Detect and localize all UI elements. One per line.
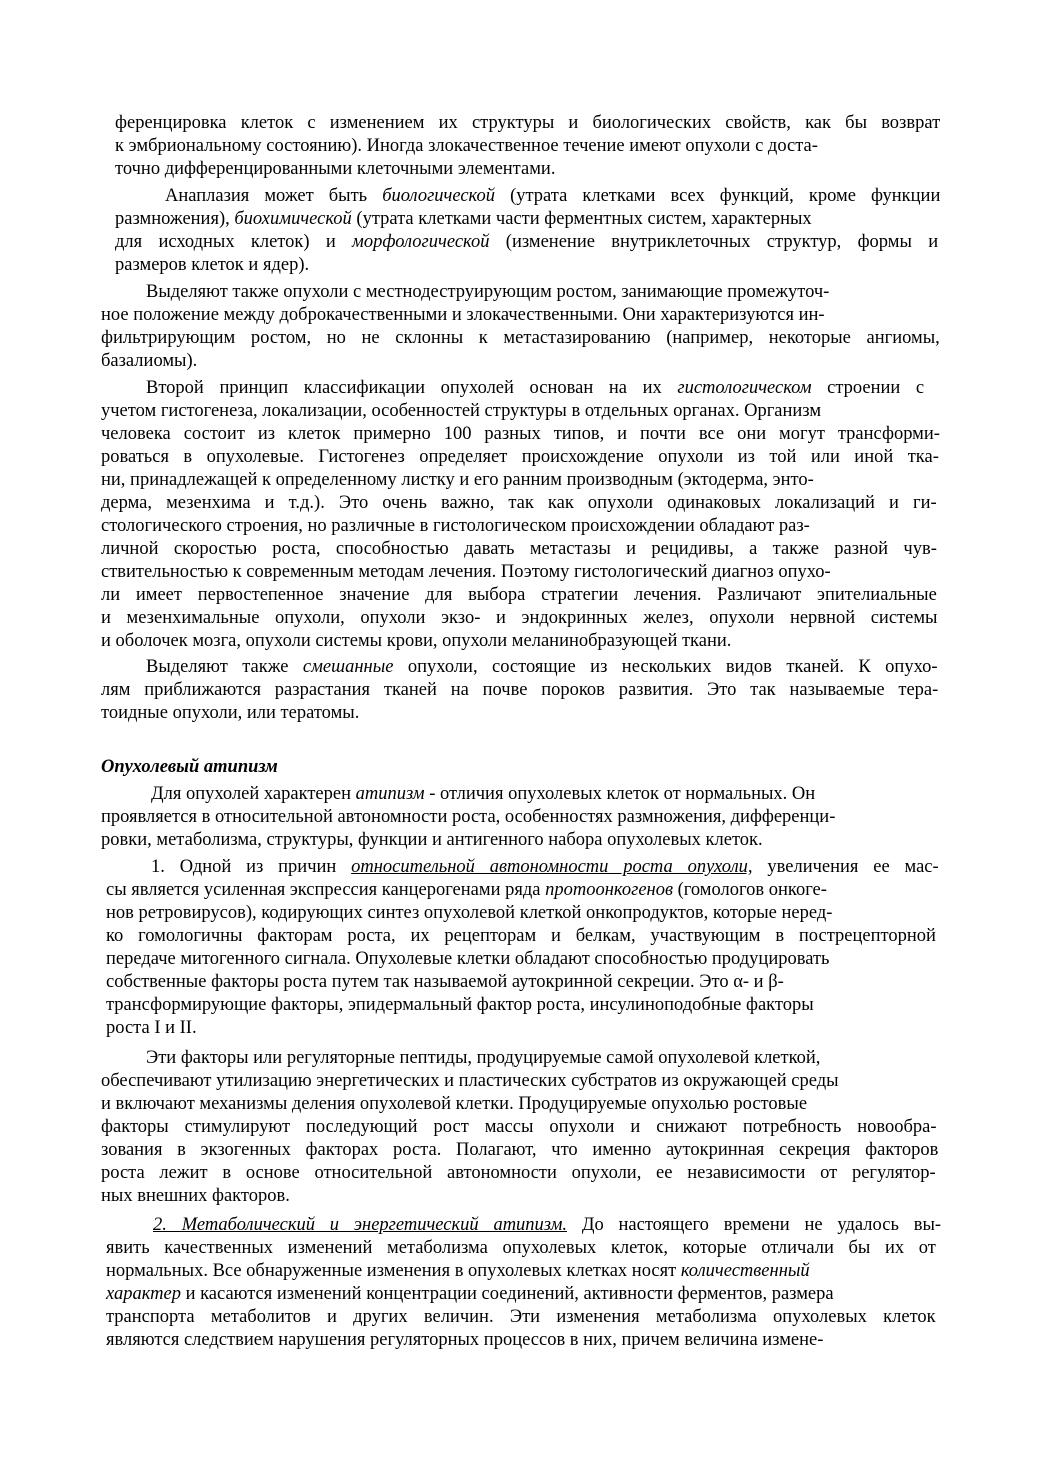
text-line xyxy=(101,445,939,469)
text-run: Эти факторы или регуляторные пептиды, продуцируемые самой опухолевой клеткой, xyxy=(146,1048,821,1068)
text-run: передаче митогенного сигнала. Опухолевые клетки обладают способностью продуцировать xyxy=(106,949,830,969)
text-run: к эмбриональному состоянию). Иногда злокачественное течение имеют опухоли с доста- xyxy=(115,136,818,156)
text-line xyxy=(165,184,940,208)
text-run: и включают механизмы деления опухолевой клетки. Продуцируемые опухолью ростовые xyxy=(101,1094,808,1114)
text-run: роваться в опухолевые. Гистогенез определяет происхождение опухоли из той или иной тка- xyxy=(101,447,939,467)
text-run: явить качественных изменений метаболизма опухолевых клеток, которые отличали бы их от xyxy=(106,1238,936,1258)
text-run: факторы стимулируют последующий рост массы опухоли и снижают потребность новообра- xyxy=(101,1117,937,1137)
italic-term: атипизм xyxy=(355,784,425,804)
text-line xyxy=(106,1236,936,1260)
underlined-italic-term: относительной автономности роста опухоли, xyxy=(351,857,753,877)
text-line xyxy=(101,755,278,779)
text-line xyxy=(153,1213,941,1237)
text-run: роста I и II. xyxy=(106,1018,197,1038)
text-run: точно дифференцированными клеточными элементами. xyxy=(115,159,556,179)
text-run: (утрата клетками всех функций, кроме функции xyxy=(495,186,941,206)
section-heading: Опухолевый атипизм xyxy=(101,757,278,777)
text-run: ко гомологичны факторам роста, их рецепторам и белкам, участвующим в пострецепторной xyxy=(106,926,936,946)
text-line xyxy=(106,1328,823,1352)
text-run: проявляется в относительной автономности роста, особенностях размножения, дифференци- xyxy=(101,807,836,827)
text-run: являются следствием нарушения регуляторных процессов в них, причем величина измене- xyxy=(106,1330,824,1350)
text-run: опухоли, состоящие из нескольких видов тканей. К опухо- xyxy=(393,657,938,677)
text-line xyxy=(106,901,832,925)
text-line xyxy=(101,1115,937,1139)
text-line xyxy=(101,491,937,515)
text-line xyxy=(101,560,831,584)
text-run: ствительностью к современным методам лечения. Поэтому гистологический диагноз опухо- xyxy=(101,562,831,582)
text-run: и касаются изменений концентрации соединений, активности ферментов, размера xyxy=(180,1284,834,1304)
text-run: стологического строения, но различные в гистологическом происхождении обладают раз- xyxy=(101,516,810,536)
text-line xyxy=(101,701,359,725)
text-run: и оболочек мозга, опухоли системы крови, опухоли меланинобразующей ткани. xyxy=(101,631,732,651)
text-line xyxy=(115,111,940,135)
italic-term: количественный xyxy=(680,1261,810,1281)
text-line xyxy=(115,230,938,254)
text-run: и мезенхимальные опухоли, опухоли экзо- и эндокринных желез, опухоли нервной системы xyxy=(101,608,938,628)
text-run: человека состоит из клеток примерно 100 разных типов, и почти все они могут трансформи- xyxy=(101,424,940,444)
text-run: (гомологов онкоге- xyxy=(673,880,827,900)
text-run: роста лежит в основе относительной автономности опухоли, ее независимости от регулятор- xyxy=(101,1163,936,1183)
text-run: строении с xyxy=(811,378,925,398)
text-line xyxy=(101,583,937,607)
text-run: для исходных клеток) и xyxy=(115,232,353,252)
text-run: увеличения ее мас- xyxy=(752,857,939,877)
text-run: ровки, метаболизма, структуры, функции и антигенного набора опухолевых клеток. xyxy=(101,830,763,850)
text-run: Выделяют также xyxy=(146,657,303,677)
italic-term: морфологической xyxy=(352,232,490,252)
text-run: размеров клеток и ядер). xyxy=(115,255,310,275)
text-line xyxy=(146,280,829,304)
text-line xyxy=(101,326,940,350)
text-line xyxy=(101,1184,290,1208)
text-run: ли имеет первостепенное значение для выбора стратегии лечения. Различают эпителиальные xyxy=(101,585,937,605)
text-line xyxy=(101,1092,807,1116)
text-line xyxy=(101,537,937,561)
text-line xyxy=(101,1161,936,1185)
text-line xyxy=(101,678,938,702)
text-run: Второй принцип классификации опухолей основан на их xyxy=(146,378,678,398)
text-run: зования в экзогенных факторах роста. Полагают, что именно аутокринная секреция факторов xyxy=(101,1140,939,1160)
text-line xyxy=(101,629,731,653)
text-line xyxy=(101,468,814,492)
text-line xyxy=(101,1138,938,1162)
text-run: обеспечивают утилизацию энергетических и пластических субстратов из окружающей среды xyxy=(101,1071,839,1091)
italic-term: биохимической xyxy=(234,209,352,229)
text-run: нов ретровирусов), кодирующих синтез опухолевой клеткой онкопродуктов, которые неред- xyxy=(106,903,833,923)
italic-term: гистологическом xyxy=(677,378,812,398)
text-run: базалиомы). xyxy=(101,351,198,371)
italic-term: протоонкогенов xyxy=(545,880,673,900)
text-run: собственные факторы роста путем так называемой аутокринной секреции. Это α- и β- xyxy=(106,972,784,992)
text-line xyxy=(106,1305,936,1329)
text-run: лям приближаются разрастания тканей на почве пороков развития. Это так называемые тера- xyxy=(101,680,939,700)
text-line xyxy=(146,376,924,400)
text-line xyxy=(101,303,825,327)
text-line xyxy=(106,1016,197,1040)
text-line xyxy=(106,947,829,971)
text-line xyxy=(115,207,812,231)
text-run: личной скоростью роста, способностью давать метастазы и рецидивы, а также разной чув- xyxy=(101,539,937,559)
text-line xyxy=(101,606,937,630)
text-run: размножения), xyxy=(115,209,235,229)
text-line xyxy=(115,157,555,181)
italic-term: биологической xyxy=(382,186,495,206)
text-line xyxy=(106,924,936,948)
text-line xyxy=(101,399,821,423)
text-line xyxy=(106,970,784,994)
text-line xyxy=(106,1282,834,1306)
text-line xyxy=(146,1046,820,1070)
text-line xyxy=(151,782,815,806)
text-line xyxy=(106,878,827,902)
text-run: фильтрирующим ростом, но не склонны к метастазированию (например, некоторые ангиомы, xyxy=(101,328,940,348)
text-run: 1. Одной из причин xyxy=(151,857,352,877)
text-line xyxy=(101,349,197,373)
text-line xyxy=(115,134,818,158)
text-run: ных внешних факторов. xyxy=(101,1186,290,1206)
text-line xyxy=(101,805,835,829)
text-run: нормальных. Все обнаруженные изменения в опухолевых клетках носят xyxy=(106,1261,681,1281)
text-run: (изменение внутриклеточных структур, формы и xyxy=(489,232,939,252)
text-line xyxy=(151,855,939,879)
italic-term: смешанные xyxy=(302,657,394,677)
text-run: (утрата клетками части ферментных систем, характерных xyxy=(351,209,812,229)
italic-term: характер xyxy=(106,1284,181,1304)
text-line xyxy=(106,1259,810,1283)
text-line xyxy=(101,828,763,852)
text-run: До настоящего времени не удалось вы- xyxy=(567,1215,942,1235)
text-run: ное положение между доброкачественными и злокачественными. Они характеризуются ин- xyxy=(101,305,825,325)
text-line xyxy=(146,655,938,679)
text-run: дерма, мезенхима и т.д.). Это очень важно, так как опухоли одинаковых локализаций и ги- xyxy=(101,493,937,513)
text-run: ни, принадлежащей к определенному листку и его ранним производным (эктодерма, энто- xyxy=(101,470,814,490)
text-run: ференцировка клеток с изменением их структуры и биологических свойств, как бы возврат xyxy=(115,113,941,133)
text-run: сы является усиленная экспрессия канцерогенами ряда xyxy=(106,880,546,900)
text-run: транспорта метаболитов и других величин. Эти изменения метаболизма опухолевых клеток xyxy=(106,1307,936,1327)
text-line xyxy=(115,253,309,277)
text-line xyxy=(106,993,814,1017)
text-line xyxy=(101,422,940,446)
text-run: - отличия опухолевых клеток от нормальных. Он xyxy=(424,784,816,804)
underlined-italic-term: 2. Метаболический и энергетический атипизм. xyxy=(153,1215,567,1235)
text-run: учетом гистогенеза, локализации, особенностей структуры в отдельных органах. Организм xyxy=(101,401,822,421)
text-line xyxy=(101,1069,839,1093)
text-run: Для опухолей характерен xyxy=(151,784,356,804)
text-run: Анаплазия может быть xyxy=(165,186,383,206)
text-run: Выделяют также опухоли с местнодеструирующим ростом, занимающие промежуточ- xyxy=(146,282,830,302)
text-line xyxy=(101,514,810,538)
text-run: трансформирующие факторы, эпидермальный фактор роста, инсулиноподобные факторы xyxy=(106,995,814,1015)
text-run: тоидные опухоли, или тератомы. xyxy=(101,703,360,723)
